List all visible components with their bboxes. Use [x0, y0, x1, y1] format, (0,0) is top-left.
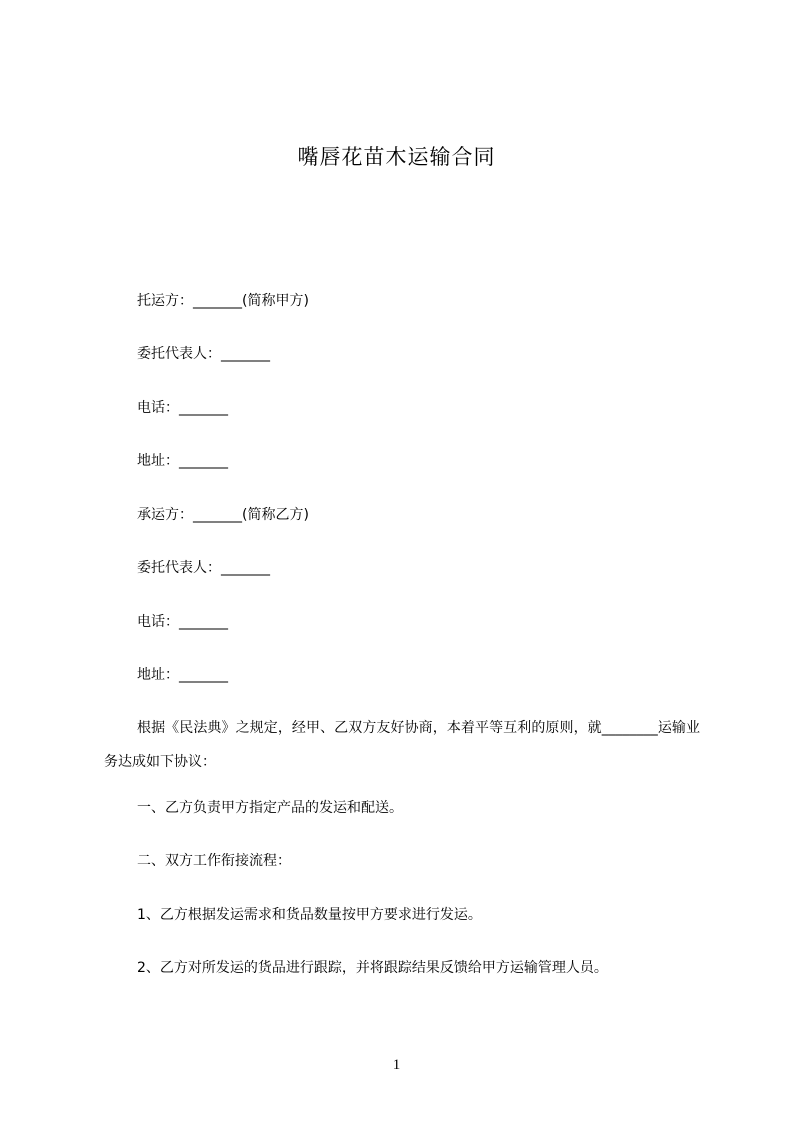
shipper-phone-line: 电话：_______	[137, 400, 228, 416]
shipper-address-line: 地址：_______	[137, 453, 228, 469]
carrier-phone-line: 电话：_______	[137, 614, 228, 630]
intro-paragraph: 根据《民法典》之规定，经甲、乙双方友好协商，本着平等互利的原则，就________运输业务达成如下协议：	[104, 720, 700, 770]
clause-1: 一、乙方负责甲方指定产品的发运和配送。	[137, 800, 403, 816]
shipper-name-line: 托运方：_______(简称甲方)	[137, 293, 309, 309]
carrier-address-line: 地址：_______	[137, 667, 228, 683]
carrier-representative-line: 委托代表人：_______	[137, 560, 270, 576]
clause-2: 二、双方工作衔接流程：	[137, 853, 291, 869]
clause-2-item-1: 1、乙方根据发运需求和货品数量按甲方要求进行发运。	[137, 907, 482, 923]
carrier-name-line: 承运方：_______(简称乙方)	[137, 507, 309, 523]
shipper-representative-line: 委托代表人：_______	[137, 346, 270, 362]
clause-2-item-2: 2、乙方对所发运的货品进行跟踪，并将跟踪结果反馈给甲方运输管理人员。	[137, 960, 608, 976]
document-title: 嘴唇花苗木运输合同	[297, 145, 496, 169]
page-number: 1	[392, 1057, 401, 1073]
